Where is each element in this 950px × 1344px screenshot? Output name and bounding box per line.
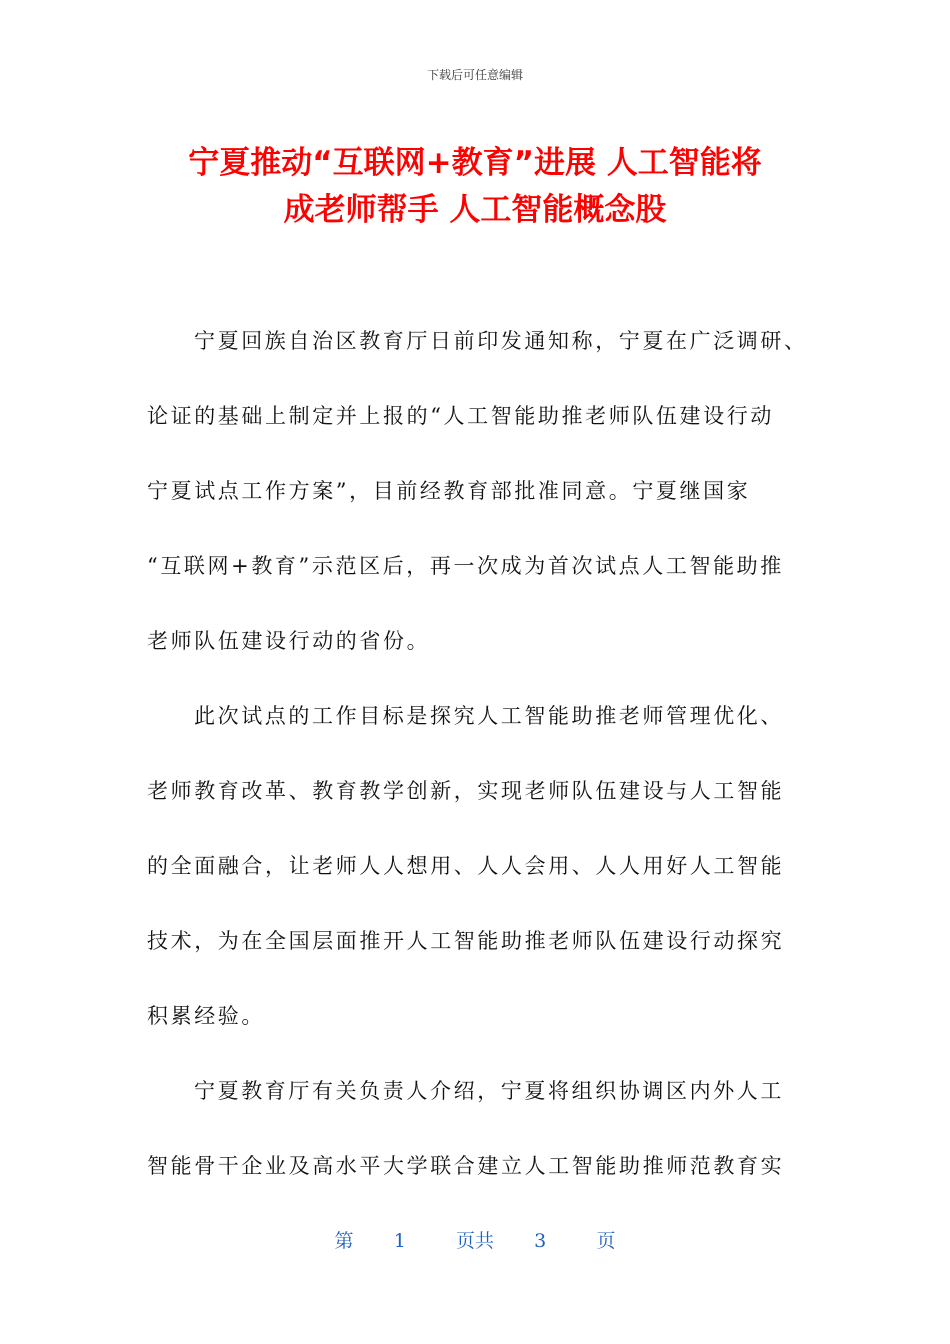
page-total: 3 xyxy=(534,1230,547,1252)
body-line: 老师队伍建设行动的省份。 xyxy=(147,629,431,653)
body-line: 宁夏回族自治区教育厅日前印发通知称，宁夏在广泛调研、 xyxy=(194,329,808,353)
page-current: 1 xyxy=(393,1230,406,1252)
body-line: 宁夏试点工作方案”，目前经教育部批准同意。宁夏继国家 xyxy=(147,479,751,503)
title-line-2: 成老师帮手 人工智能概念股 xyxy=(283,192,667,228)
body-line: 的全面融合，让老师人人想用、人人会用、人人用好人工智能 xyxy=(147,854,785,878)
body-line: 老师教育改革、教育教学创新，实现老师队伍建设与人工智能 xyxy=(147,779,785,803)
body-line: 论证的基础上制定并上报的“人工智能助推老师队伍建设行动 xyxy=(147,404,774,428)
body-line: 智能骨干企业及高水平大学联合建立人工智能助推师范教育实 xyxy=(147,1154,785,1178)
page-suffix: 页 xyxy=(596,1230,616,1252)
body-line: 技术，为在全国层面推开人工智能助推老师队伍建设行动探究 xyxy=(147,929,785,953)
body-line: “互联网+教育”示范区后，再一次成为首次试点人工智能助推 xyxy=(147,554,784,578)
page-prefix: 第 xyxy=(334,1230,354,1252)
document-title xyxy=(120,140,830,234)
title-line-1: 宁夏推动“互联网+教育”进展 人工智能将 xyxy=(188,145,762,181)
body-line: 积累经验。 xyxy=(147,1004,265,1028)
page-header-note: 下载后可任意编辑 xyxy=(426,68,523,82)
body-line: 宁夏教育厅有关负责人介绍，宁夏将组织协调区内外人工 xyxy=(194,1079,784,1103)
document-body xyxy=(147,322,807,1222)
body-line: 此次试点的工作目标是探究人工智能助推老师管理优化、 xyxy=(194,704,784,728)
page-footer xyxy=(0,1226,950,1253)
page-middle: 页共 xyxy=(455,1230,494,1252)
